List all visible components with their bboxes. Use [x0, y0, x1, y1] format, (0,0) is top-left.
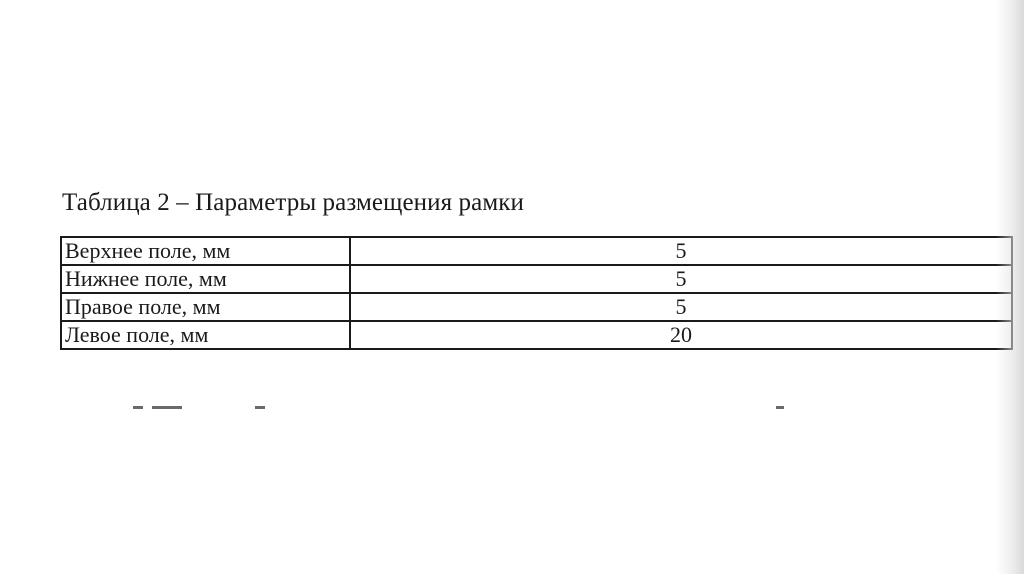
row-label: Нижнее поле, мм — [61, 265, 350, 293]
frame-parameters-table — [60, 236, 1013, 350]
row-label: Верхнее поле, мм — [61, 237, 350, 265]
table-caption: Таблица 2 – Параметры размещения рамки — [62, 189, 524, 216]
table-row — [61, 293, 1012, 321]
row-label: Правое поле, мм — [61, 293, 350, 321]
cutoff-text-fragment — [776, 403, 784, 409]
cutoff-text-fragment — [255, 403, 265, 409]
row-value: 5 — [350, 237, 1012, 265]
table-row — [61, 237, 1012, 265]
row-label: Левое поле, мм — [61, 321, 350, 349]
row-value: 5 — [350, 265, 1012, 293]
table-row — [61, 265, 1012, 293]
row-value: 20 — [350, 321, 1012, 349]
table-row — [61, 321, 1012, 349]
cutoff-text-fragment — [133, 403, 143, 409]
row-value: 5 — [350, 293, 1012, 321]
page-edge-shadow — [996, 0, 1024, 574]
cutoff-text-fragment — [152, 403, 182, 409]
